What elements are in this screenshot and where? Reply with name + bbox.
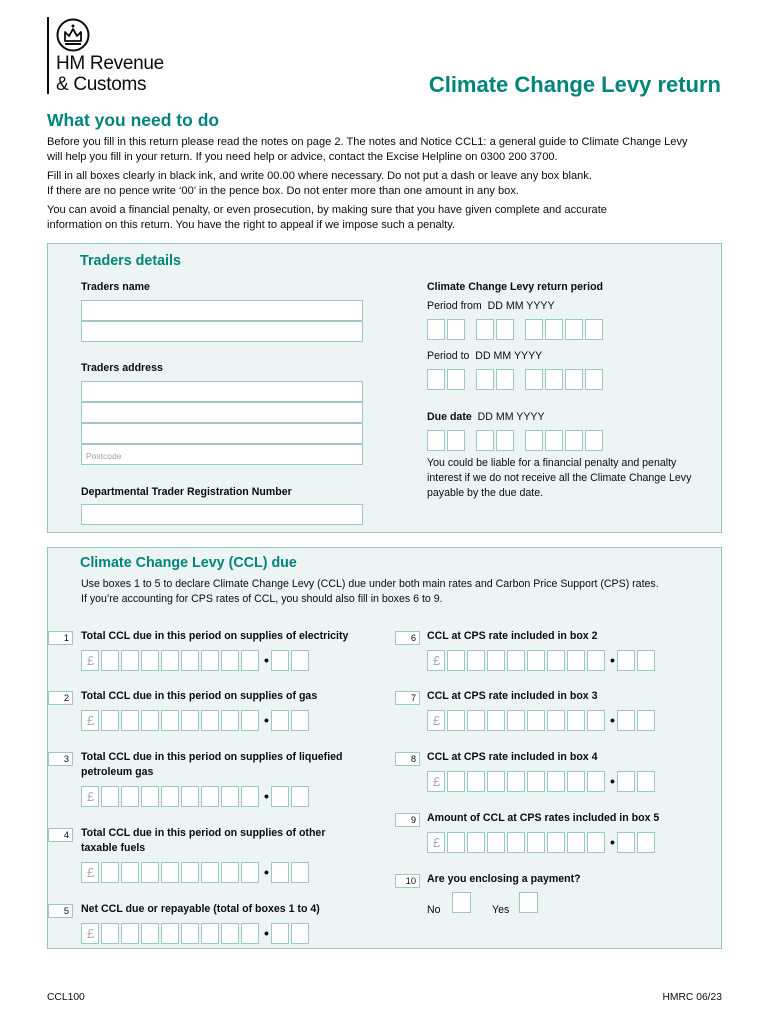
date-digit-box[interactable]: [525, 430, 543, 451]
instruction-line: If there are no pence write ‘00’ in the pence box. Do not enter more than one amount in any box.: [47, 185, 519, 197]
currency-box: [427, 650, 445, 671]
digit-box[interactable]: [587, 832, 605, 853]
digit-box[interactable]: [567, 832, 585, 853]
digit-box[interactable]: [487, 650, 505, 671]
description-line: Use boxes 1 to 5 to declare Climate Change Levy (CCL) due under both main rates and Carbon Price Support (CPS) rates.: [81, 578, 659, 590]
due-date-label: [427, 411, 545, 423]
digit-box[interactable]: [201, 650, 219, 671]
yes-label: Yes: [492, 904, 510, 916]
date-digit-box[interactable]: [545, 319, 563, 340]
box-3-label: [81, 750, 343, 780]
digit-box[interactable]: [241, 710, 259, 731]
digit-box[interactable]: [447, 650, 465, 671]
digit-box[interactable]: [587, 710, 605, 731]
box-number: 3: [48, 752, 73, 766]
digit-box[interactable]: [201, 862, 219, 883]
organisation-name: HM Revenue: [56, 53, 164, 74]
digit-box[interactable]: [527, 832, 545, 853]
pence-box[interactable]: [617, 650, 635, 671]
digit-box[interactable]: [547, 771, 565, 792]
description-line: If you’re accounting for CPS rates of CCL, you should also fill in boxes 6 to 9.: [81, 593, 443, 605]
pence-box[interactable]: [637, 710, 655, 731]
digit-box[interactable]: [101, 710, 119, 731]
pence-box[interactable]: [271, 923, 289, 944]
period-from-text: Period from: [427, 300, 482, 312]
digit-box[interactable]: [507, 710, 525, 731]
digit-box[interactable]: [181, 786, 199, 807]
date-digit-box[interactable]: [476, 430, 494, 451]
date-digit-box[interactable]: [496, 430, 514, 451]
digit-box[interactable]: [507, 771, 525, 792]
penalty-note: [427, 456, 691, 501]
pence-box[interactable]: [291, 786, 309, 807]
box-8-label: CCL at CPS rate included in box 4: [427, 751, 598, 763]
pound-sign: £: [433, 653, 441, 668]
box-3-label-line: Total CCL due in this period on supplies of liquefied: [81, 751, 343, 763]
digit-box[interactable]: [101, 923, 119, 944]
digit-box[interactable]: [547, 832, 565, 853]
digit-box[interactable]: [527, 771, 545, 792]
digit-box[interactable]: [101, 786, 119, 807]
traders-name-line-1[interactable]: [81, 300, 363, 321]
decimal-point: •: [610, 712, 615, 728]
digit-box[interactable]: [141, 786, 159, 807]
currency-box: [81, 786, 99, 807]
traders-address-label: Traders address: [81, 362, 163, 374]
digit-box[interactable]: [587, 650, 605, 671]
currency-box: [427, 710, 445, 731]
pence-box[interactable]: [637, 650, 655, 671]
date-digit-box[interactable]: [496, 369, 514, 390]
box-2-label: Total CCL due in this period on supplies of gas: [81, 690, 318, 702]
pence-box[interactable]: [637, 771, 655, 792]
pound-sign: £: [433, 774, 441, 789]
pound-sign: £: [87, 789, 95, 804]
digit-box[interactable]: [101, 650, 119, 671]
instruction-line: Fill in all boxes clearly in black ink, and write 00.00 where necessary. Do not put a dash or leave any box blank.: [47, 170, 592, 182]
digit-box[interactable]: [181, 862, 199, 883]
digit-box[interactable]: [161, 710, 179, 731]
digit-box[interactable]: [467, 710, 485, 731]
digit-box[interactable]: [241, 650, 259, 671]
digit-box[interactable]: [241, 862, 259, 883]
digit-box[interactable]: [141, 923, 159, 944]
currency-box: [427, 771, 445, 792]
date-digit-box[interactable]: [476, 369, 494, 390]
decimal-point: •: [264, 788, 269, 804]
box-number: 5: [48, 904, 73, 918]
dtrn-label: Departmental Trader Registration Number: [81, 486, 292, 498]
traders-address-line-2[interactable]: [81, 402, 363, 423]
decimal-point: •: [610, 773, 615, 789]
box-number: 9: [395, 813, 420, 827]
date-digit-box[interactable]: [447, 319, 465, 340]
digit-box[interactable]: [507, 650, 525, 671]
digit-box[interactable]: [487, 710, 505, 731]
royal-crest-icon: [56, 18, 90, 52]
box-number: 6: [395, 631, 420, 645]
digit-box[interactable]: [467, 771, 485, 792]
digit-box[interactable]: [121, 862, 139, 883]
date-digit-box[interactable]: [447, 430, 465, 451]
date-digit-box[interactable]: [565, 319, 583, 340]
digit-box[interactable]: [181, 923, 199, 944]
decimal-point: •: [264, 652, 269, 668]
penalty-note-line: payable by the due date.: [427, 487, 544, 499]
box-10-label: Are you enclosing a payment?: [427, 873, 581, 885]
organisation-name-line2: & Customs: [56, 74, 147, 95]
pence-box[interactable]: [637, 832, 655, 853]
pound-sign: £: [87, 653, 95, 668]
digit-box[interactable]: [487, 832, 505, 853]
digit-box[interactable]: [447, 710, 465, 731]
period-from-label: [427, 300, 555, 312]
decimal-point: •: [264, 925, 269, 941]
section-heading: What you need to do: [47, 110, 220, 130]
decimal-point: •: [610, 652, 615, 668]
traders-address-line-3[interactable]: [81, 423, 363, 444]
digit-box[interactable]: [447, 771, 465, 792]
instruction-line: information on this return. You have the right to appeal if we impose such a penalty.: [47, 219, 456, 231]
period-to-label: [427, 350, 542, 362]
penalty-note-line: You could be liable for a financial penalty and penalty: [427, 457, 677, 469]
digit-box[interactable]: [447, 832, 465, 853]
digit-box[interactable]: [221, 862, 239, 883]
currency-box: [81, 710, 99, 731]
panel-title: Climate Change Levy (CCL) due: [80, 555, 297, 571]
pence-box[interactable]: [291, 650, 309, 671]
date-digit-box[interactable]: [496, 319, 514, 340]
digit-box[interactable]: [567, 771, 585, 792]
digit-box[interactable]: [587, 771, 605, 792]
yes-checkbox[interactable]: [519, 892, 538, 913]
decimal-point: •: [264, 864, 269, 880]
digit-box[interactable]: [527, 710, 545, 731]
date-digit-box[interactable]: [545, 430, 563, 451]
date-digit-box[interactable]: [427, 430, 445, 451]
decimal-point: •: [610, 834, 615, 850]
dtrn-input[interactable]: [81, 504, 363, 525]
form-code: CCL100: [47, 992, 85, 1003]
digit-box[interactable]: [181, 650, 199, 671]
digit-box[interactable]: [221, 710, 239, 731]
pound-sign: £: [433, 713, 441, 728]
postcode-field[interactable]: [81, 444, 363, 465]
date-digit-box[interactable]: [585, 319, 603, 340]
panel-title: Traders details: [80, 253, 181, 269]
traders-details-panel: [47, 243, 722, 533]
date-digit-box[interactable]: [585, 430, 603, 451]
pence-box[interactable]: [291, 710, 309, 731]
period-to-text: Period to: [427, 350, 470, 362]
box-9-label: Amount of CCL at CPS rates included in box 5: [427, 812, 660, 824]
digit-box[interactable]: [241, 786, 259, 807]
due-date-text: Due date: [427, 411, 472, 423]
date-format-hint: DD MM YYYY: [487, 300, 555, 312]
digit-box[interactable]: [201, 786, 219, 807]
digit-box[interactable]: [507, 832, 525, 853]
pence-box[interactable]: [617, 710, 635, 731]
digit-box[interactable]: [201, 710, 219, 731]
digit-box[interactable]: [221, 786, 239, 807]
digit-box[interactable]: [547, 650, 565, 671]
digit-box[interactable]: [121, 786, 139, 807]
digit-box[interactable]: [101, 862, 119, 883]
date-digit-box[interactable]: [545, 369, 563, 390]
box-7-label: CCL at CPS rate included in box 3: [427, 690, 598, 702]
date-format-hint: DD MM YYYY: [477, 411, 545, 423]
digit-box[interactable]: [467, 650, 485, 671]
digit-box[interactable]: [141, 862, 159, 883]
box-number: 1: [48, 631, 73, 645]
digit-box[interactable]: [121, 710, 139, 731]
date-format-hint: DD MM YYYY: [475, 350, 543, 362]
digit-box[interactable]: [181, 710, 199, 731]
date-digit-box[interactable]: [447, 369, 465, 390]
digit-box[interactable]: [527, 650, 545, 671]
date-digit-box[interactable]: [427, 369, 445, 390]
date-digit-box[interactable]: [565, 430, 583, 451]
box-number: 4: [48, 828, 73, 842]
digit-box[interactable]: [141, 650, 159, 671]
digit-box[interactable]: [161, 786, 179, 807]
digit-box[interactable]: [141, 710, 159, 731]
postcode-placeholder: Postcode: [86, 451, 122, 461]
box-4-label-line: taxable fuels: [81, 842, 146, 854]
pence-box[interactable]: [271, 710, 289, 731]
date-digit-box[interactable]: [585, 369, 603, 390]
digit-box[interactable]: [121, 923, 139, 944]
pence-box[interactable]: [617, 771, 635, 792]
digit-box[interactable]: [567, 710, 585, 731]
pence-box[interactable]: [617, 832, 635, 853]
digit-box[interactable]: [567, 650, 585, 671]
box-number: 7: [395, 691, 420, 705]
ccl-description: [81, 577, 659, 607]
box-4-label-line: Total CCL due in this period on supplies of other: [81, 827, 326, 839]
box-5-label: Net CCL due or repayable (total of boxes 1 to 4): [81, 903, 320, 915]
instruction-line: will help you fill in your return. If you need help or advice, contact the Excise Helpline on 0300 200 3700.: [47, 151, 558, 163]
currency-box: [81, 650, 99, 671]
box-number: 10: [395, 874, 420, 888]
pound-sign: £: [87, 713, 95, 728]
digit-box[interactable]: [221, 650, 239, 671]
traders-name-label: Traders name: [81, 281, 150, 293]
date-digit-box[interactable]: [565, 369, 583, 390]
header-rule: [47, 17, 49, 94]
date-digit-box[interactable]: [525, 369, 543, 390]
pound-sign: £: [87, 865, 95, 880]
digit-box[interactable]: [161, 650, 179, 671]
form-version: HMRC 06/23: [662, 992, 722, 1003]
traders-address-line-1[interactable]: [81, 381, 363, 402]
decimal-point: •: [264, 712, 269, 728]
date-digit-box[interactable]: [476, 319, 494, 340]
digit-box[interactable]: [161, 923, 179, 944]
traders-name-line-2[interactable]: [81, 321, 363, 342]
digit-box[interactable]: [221, 923, 239, 944]
box-number: 2: [48, 691, 73, 705]
currency-box: [81, 923, 99, 944]
return-period-label: Climate Change Levy return period: [427, 281, 604, 293]
pence-box[interactable]: [271, 786, 289, 807]
pound-sign: £: [87, 926, 95, 941]
date-digit-box[interactable]: [427, 319, 445, 340]
currency-box: [81, 862, 99, 883]
digit-box[interactable]: [467, 832, 485, 853]
pound-sign: £: [433, 835, 441, 850]
digit-box[interactable]: [487, 771, 505, 792]
digit-box[interactable]: [241, 923, 259, 944]
box-3-label-line: petroleum gas: [81, 766, 154, 778]
box-1-label: Total CCL due in this period on supplies of electricity: [81, 630, 349, 642]
no-checkbox[interactable]: [452, 892, 471, 913]
box-6-label: CCL at CPS rate included in box 2: [427, 630, 598, 642]
digit-box[interactable]: [547, 710, 565, 731]
pence-box[interactable]: [271, 862, 289, 883]
pence-box[interactable]: [291, 923, 309, 944]
box-number: 8: [395, 752, 420, 766]
document-title: Climate Change Levy return: [428, 72, 721, 97]
instruction-line: Before you fill in this return please read the notes on page 2. The notes and Notice CCL1: a general guide to Climate Change Levy: [47, 136, 688, 148]
ccl-due-panel: [47, 547, 722, 949]
penalty-note-line: interest if we do not receive all the Climate Change Levy: [427, 472, 692, 484]
currency-box: [427, 832, 445, 853]
instruction-line: You can avoid a financial penalty, or even prosecution, by making sure that you have given complete and accurate: [47, 204, 607, 216]
digit-box[interactable]: [201, 923, 219, 944]
digit-box[interactable]: [121, 650, 139, 671]
digit-box[interactable]: [161, 862, 179, 883]
pence-box[interactable]: [271, 650, 289, 671]
box-4-label: [81, 826, 325, 856]
pence-box[interactable]: [291, 862, 309, 883]
no-label: No: [427, 904, 441, 916]
date-digit-box[interactable]: [525, 319, 543, 340]
